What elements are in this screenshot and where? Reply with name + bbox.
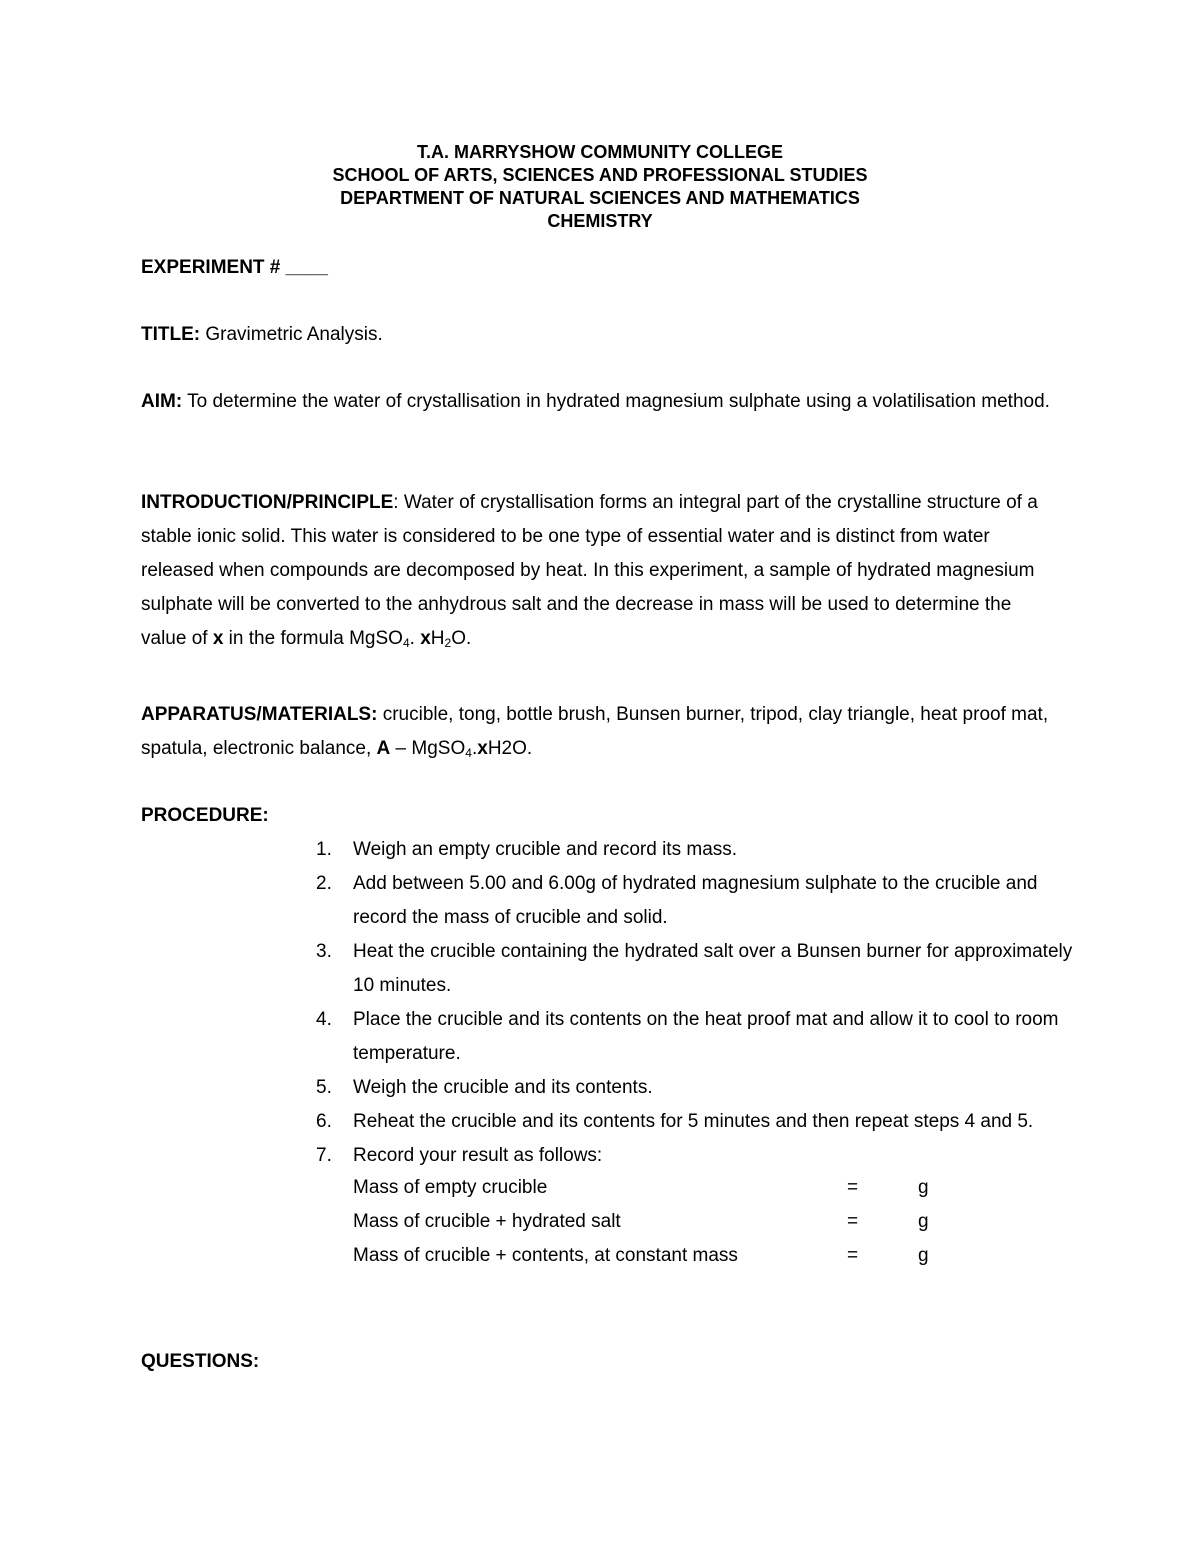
result-unit: g [918, 1245, 929, 1266]
result-row [353, 1205, 953, 1239]
procedure-step [314, 1105, 1074, 1139]
college-name: T.A. MARRYSHOW COMMUNITY COLLEGE [417, 142, 783, 162]
procedure-step [314, 833, 1074, 867]
procedure-step [314, 1003, 1074, 1071]
formula-subscript-2: 2 [444, 636, 452, 650]
apparatus-text: crucible, tong, bottle brush, Bunsen burner, tripod, clay triangle, heat proof mat, spatula, electronic balance, [141, 704, 1049, 759]
result-equals: = [847, 1245, 859, 1266]
formula-h: H [430, 628, 445, 649]
apparatus-formula-subscript-4: 4 [465, 746, 472, 760]
step-number: 3. [316, 941, 332, 962]
aim-text: To determine the water of crystallisation in hydrated magnesium sulphate using a volatilisation method. [182, 391, 1050, 412]
step-text: Weigh an empty crucible and record its mass. [353, 839, 738, 860]
step-number: 2. [316, 873, 332, 894]
step-text: Reheat the crucible and its contents for 5 minutes and then repeat steps 4 and 5. [353, 1111, 1034, 1132]
procedure-step [314, 1139, 1074, 1173]
step-text: Add between 5.00 and 6.00g of hydrated magnesium sulphate to the crucible and record the mass of crucible and solid. [353, 873, 1038, 928]
title-section [141, 318, 1061, 352]
result-equals: = [847, 1177, 859, 1198]
x-variable: x [212, 628, 224, 649]
formula-subscript-4: 4 [402, 636, 410, 650]
subject-name: CHEMISTRY [547, 211, 653, 231]
introduction-section [141, 486, 1061, 656]
procedure-step [314, 935, 1074, 1003]
apparatus-formula-dot: . [471, 738, 478, 759]
step-number: 4. [316, 1009, 332, 1030]
formula-dot: . [409, 628, 421, 649]
step-number: 5. [316, 1077, 332, 1098]
introduction-label: INTRODUCTION/PRINCIPLE [141, 492, 394, 513]
sample-a-label: A [376, 738, 391, 759]
result-unit: g [918, 1211, 929, 1232]
apparatus-formula-prefix: – MgSO [390, 738, 466, 759]
step-number: 6. [316, 1111, 332, 1132]
title-label: TITLE: [141, 324, 201, 345]
questions-heading: QUESTIONS: [141, 1351, 260, 1372]
result-label: Mass of empty crucible [353, 1177, 548, 1198]
apparatus-section [141, 698, 1061, 766]
experiment-number: EXPERIMENT # ____ [141, 257, 328, 278]
department-name: DEPARTMENT OF NATURAL SCIENCES AND MATHEMATICS [340, 188, 860, 208]
document-header [0, 141, 1200, 233]
step-text: Record your result as follows: [353, 1145, 603, 1166]
result-equals: = [847, 1211, 859, 1232]
procedure-step [314, 1071, 1074, 1105]
formula-end: O. [451, 628, 472, 649]
title-text: Gravimetric Analysis. [200, 324, 383, 345]
apparatus-formula-x: x [477, 738, 488, 759]
result-label: Mass of crucible + contents, at constant mass [353, 1245, 738, 1266]
apparatus-label: APPARATUS/MATERIALS: [141, 704, 378, 725]
apparatus-formula-end: H2O. [487, 738, 533, 759]
formula-x: x [420, 628, 431, 649]
introduction-text: : Water of crystallisation forms an integral part of the crystalline structure of a stable ionic solid. This water is considered to be one type of essential water and is distinct from water released when compounds are decomposed by heat. In this experiment, a sample of hydrated magnesium sulphate will be converted to the anhydrous salt and the decrease in mass will be used to determine the value of [141, 492, 1038, 649]
procedure-heading: PROCEDURE: [141, 805, 269, 826]
result-unit: g [918, 1177, 929, 1198]
step-text: Weigh the crucible and its contents. [353, 1077, 653, 1098]
result-row [353, 1171, 953, 1205]
results-table [353, 1171, 953, 1273]
step-text: Place the crucible and its contents on the heat proof mat and allow it to cool to room temperature. [353, 1009, 1059, 1064]
result-label: Mass of crucible + hydrated salt [353, 1211, 621, 1232]
step-number: 7. [316, 1145, 332, 1166]
aim-section [141, 385, 1061, 419]
procedure-step [314, 867, 1074, 935]
result-row [353, 1239, 953, 1273]
aim-label: AIM: [141, 391, 183, 412]
step-text: Heat the crucible containing the hydrated salt over a Bunsen burner for approximately 10 minutes. [353, 941, 1073, 996]
school-name: SCHOOL OF ARTS, SCIENCES AND PROFESSIONAL STUDIES [332, 165, 868, 185]
procedure-list [314, 833, 1074, 1173]
step-number: 1. [316, 839, 332, 860]
formula-prefix: in the formula MgSO [223, 628, 403, 649]
